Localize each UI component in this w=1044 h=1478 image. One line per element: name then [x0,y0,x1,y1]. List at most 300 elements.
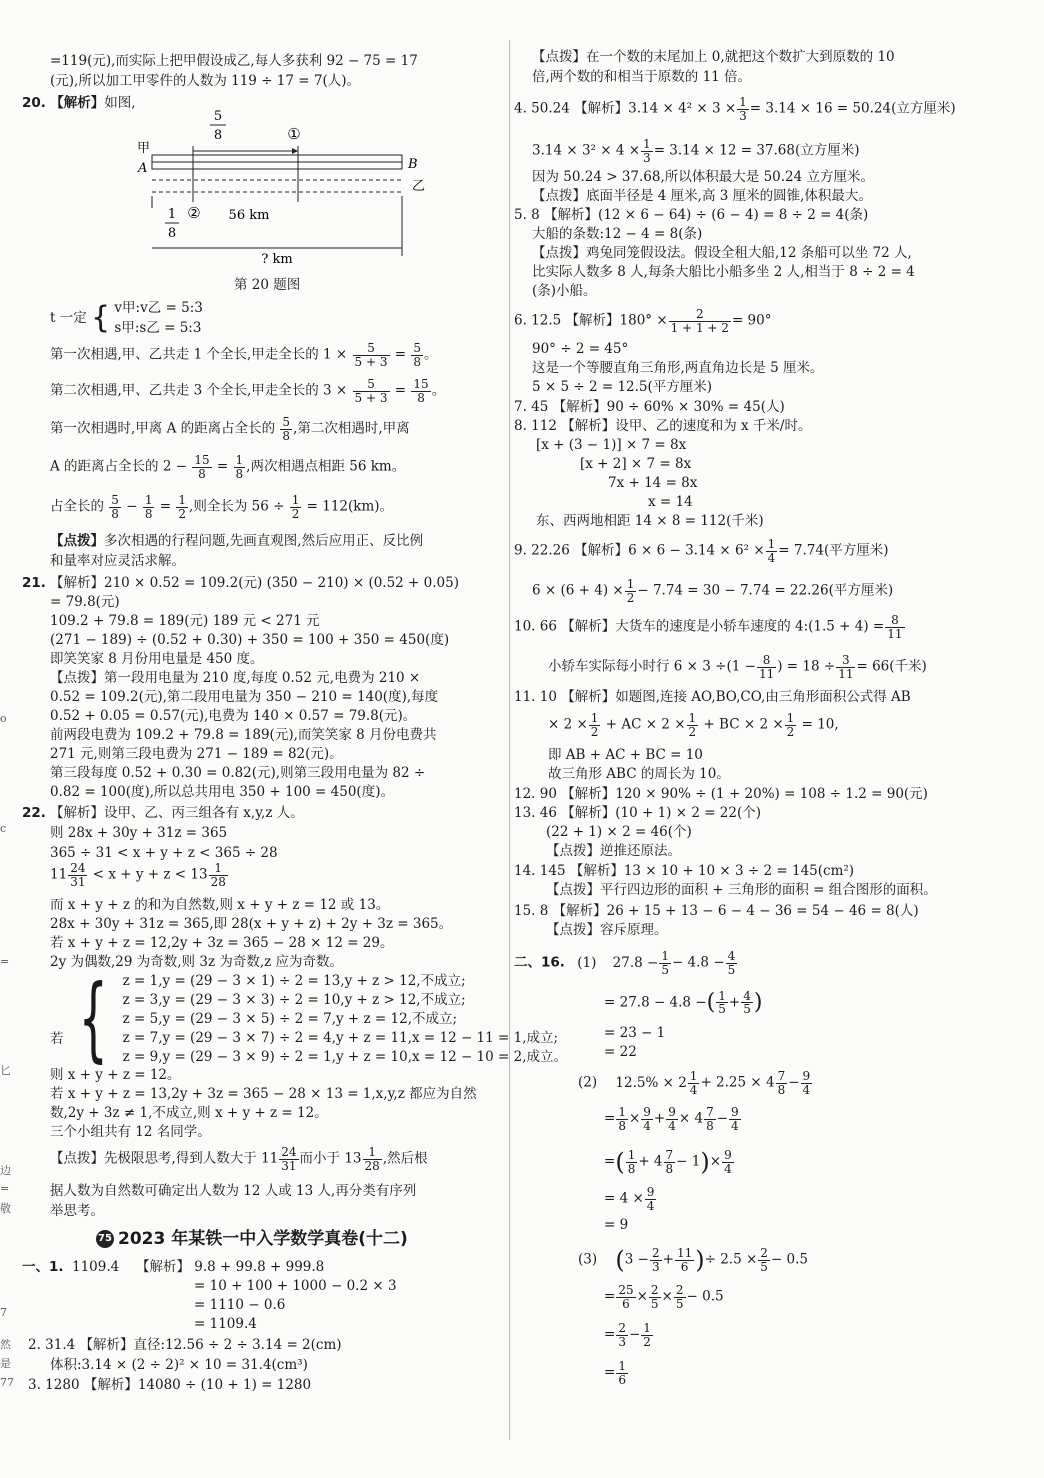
fig-frac-top-n: 5 [213,109,223,124]
fraction-part: 2 [291,506,300,521]
math-line [532,138,860,164]
fraction [616,1106,628,1132]
fraction [192,454,211,480]
text: 【点拨】先极限思考,得到人数大于 11 [50,1150,279,1167]
math-line [514,614,906,640]
fraction [664,1149,676,1175]
fraction-part: 3 [739,108,747,123]
text-line: 【解析】设甲、乙、丙三组各有 x,y,z 人。 [50,805,304,821]
question-number: 21. [22,575,46,591]
question-number: 二、16. [514,954,565,971]
math-line [578,1070,813,1096]
text-line: 90° ÷ 2 = 45° [532,341,629,357]
fraction [785,712,797,738]
fraction [669,308,731,334]
text: ,两次相遇点相距 56 km。 [246,458,406,475]
fraction-part: 2 [590,724,599,739]
fraction [704,1106,716,1132]
text: = 18 ÷ [786,658,836,675]
fraction-part: 8 [618,1118,626,1133]
fraction [616,1360,628,1386]
analysis-tag: 【解析】 [50,95,105,111]
fraction-part: 3 [652,1259,660,1274]
text-line: 28x + 30y + 31z = 365,即 28(x + y + z) + 2y + 3z = 365。 [50,916,453,932]
binding-char: 边 [0,1164,11,1177]
fraction-part: 2 [643,1334,651,1349]
tip-line: 举思考。 [50,1203,104,1219]
fraction [234,454,246,480]
fraction [801,1070,813,1096]
tip-line: 【点拨】鸡兔同笼假设法。假设全租大船,12 条船可以坐 72 人, [532,245,912,261]
fraction-part: 1 [235,453,244,467]
fraction [729,1106,741,1132]
section-number-badge: 75 [96,1230,114,1248]
math-line [50,494,393,520]
text-line: 3. 1280 【解析】14080 ÷ (10 + 1) = 1280 [28,1377,312,1393]
fraction [757,654,776,680]
text: 10. 66 【解析】大货车的速度是小轿车速度的 4:(1.5 + 4) = [514,618,885,635]
fraction-part: 6 [680,1259,689,1274]
fraction [649,1284,661,1310]
equation-line: [x + 2] × 7 = 8x [580,456,692,472]
fraction-part: 2 [669,308,731,322]
text-line: 0.52 + 0.05 = 0.57(元),电费为 140 × 0.57 = 79.8(元)。 [50,708,417,724]
fraction-part: 4 [731,1118,739,1133]
math-line: = $\frac{1}{8}$ × $\frac{9}{4}$ + $\frac{9}{4}$ × 4 $\frac{7}{8}$ − $\frac{9}{4}$ [604,1105,739,1133]
text-line: 即笑笑家 8 月份用电量是 450 度。 [50,651,264,667]
math-line [50,342,438,368]
fraction-part: 1 [209,862,228,876]
fraction-part: 5 [727,962,736,977]
text: = 90° [731,312,772,329]
arrow-head [292,148,298,154]
text: = [159,498,172,515]
fraction [209,862,228,888]
fraction-part: 1 [689,1069,698,1083]
fraction-part: 1 [786,711,795,725]
fraction-part: 8 [235,466,244,481]
fraction [143,494,155,520]
math-line: = $\frac{2}{3}$ − $\frac{1}{2}$ [604,1321,651,1349]
text-line: 因为 50.24 > 37.68,所以体积最大是 50.24 立方厘米。 [532,169,875,185]
fraction-part: 11 [758,666,775,681]
text: 9. 22.26 【解析】6 × 6 − 3.14 × 6² × [514,542,765,559]
binding-char: 匕 [0,1064,11,1077]
text: 若 [50,1031,64,1048]
math-line [514,950,738,976]
math-line: = 27.8 − 4.8 −( $\frac{1}{5}$ + $\frac{4}{5}$ ) [604,988,763,1017]
fraction [68,862,87,888]
fraction-part: 1 [661,949,669,963]
fraction [411,342,423,368]
section-title-text: 2023 年某铁一中入学数学真卷(十二) [118,1229,408,1249]
fraction-part: 15 [194,453,210,467]
fraction-part: 1 [718,988,726,1003]
fraction-part: 2 [760,1246,768,1261]
fraction-part: 4 [727,949,736,963]
fraction-part: 5 [111,493,119,507]
tip-tag: 【点拨】 [50,533,104,549]
fraction-part: 8 [665,1161,674,1176]
brace-icon: { [78,964,108,1072]
text: + 2.25 × 4 [700,1074,775,1091]
case-line: z = 5,y = (29 − 3 × 5) ÷ 2 = 7,y + z = 12,不成立; [122,1010,458,1027]
fraction [688,1070,700,1096]
math-line [50,862,229,888]
fraction [641,1322,653,1348]
binding-char: c [0,822,7,835]
text: 6. 12.5 【解析】180° × [514,312,668,329]
text: 如图, [104,95,136,111]
case-line: z = 1,y = (29 − 3 × 1) ÷ 2 = 13,y + z > 12,不成立; [122,973,466,989]
text-line: (22 + 1) × 2 = 46(个) [546,824,692,840]
fraction [674,1284,686,1310]
fraction-part: 5 [661,962,669,977]
text-line: 则 28x + 30y + 31z = 365 [50,825,228,841]
fig-label-B: B [408,157,418,172]
text: 4. 50.24 【解析】3.14 × 4² × 3 × [514,100,737,117]
text: − 4.8 − [671,954,725,971]
text: 第一次相遇时,甲离 A 的距离占全长的 [50,420,276,437]
tip-line [50,1146,428,1172]
text-line: 体积:3.14 × (2 ÷ 2)² × 10 = 31.4(cm³) [50,1357,308,1373]
fig-circle-2: ② [187,204,201,222]
road-top [152,155,402,162]
binding-char: 是 [0,1357,11,1370]
text-line: 数,2y + 3z ≠ 1,不成立,则 x + y + z = 12。 [50,1105,328,1121]
fraction-part: 2 [786,724,795,739]
text: 6 × (6 + 4) × [532,582,624,599]
math-line [514,308,771,334]
fraction-part: 2 [675,1283,684,1297]
fraction-part: 5 + 3 [354,354,388,369]
case-block [50,964,568,1072]
text: 。 [431,382,446,399]
text: = 7.74(平方厘米) [778,542,889,559]
text: 占全长的 [50,498,104,515]
binding-char: o [0,712,7,725]
text-line: 则 x + y + z = 12。 [50,1067,181,1083]
text-line: 【解析】 9.8 + 99.8 + 999.8 [136,1259,325,1275]
fraction-part: 4 [724,1161,732,1176]
text: (1) [577,954,597,971]
fraction-part: 1 [767,537,776,551]
text: < x + y + z < 13 [92,866,208,883]
fraction [758,1247,770,1273]
text-line: 109.2 + 79.8 = 189(元) 189 元 < 271 元 [50,613,320,629]
fraction [279,1146,298,1172]
column-divider [509,40,510,1440]
equation-line: x = 14 [648,494,693,510]
fraction-part: 3 [618,1334,626,1349]
fraction [589,712,601,738]
fraction-part: 2 [618,1321,626,1335]
fraction [363,1146,382,1172]
section-title [96,1228,408,1251]
fig-frac-top-d: 8 [213,128,223,143]
fraction [666,1106,678,1132]
text-line: = 10 + 100 + 1000 − 0.2 × 3 [194,1278,397,1294]
text: 11 [50,866,68,883]
text: + BC × 2 × [703,716,784,733]
fraction-part: 6 [618,1372,626,1387]
fraction-part: 4 [668,1118,676,1133]
fraction-part: 8 [706,1118,714,1133]
text-line: 【解析】210 × 0.52 = 109.2(元) (350 − 210) × (0.52 + 0.05) [50,575,459,591]
fraction-part: 1 [627,1148,636,1163]
fraction-part: 1 [643,1321,651,1335]
fraction-part: 8 [413,354,422,369]
text-line: 14. 145 【解析】13 × 10 + 10 × 3 ÷ 2 = 145(cm²) [514,863,855,879]
fraction [280,416,292,442]
text-line: 8. 112 【解析】设甲、乙的速度和为 x 千米/时。 [514,418,812,434]
fraction-part: 31 [281,1158,297,1173]
text-line: 271 元,则第三段电费为 271 − 189 = 82(元)。 [50,746,343,762]
fraction-part: 8 [417,390,425,405]
fraction-part: 1 [144,493,153,507]
fraction-part: 9 [646,1185,655,1199]
fraction-part: 8 [627,1161,636,1176]
binding-char: 77 [0,1376,14,1389]
tip-line: 和量率对应灵活求解。 [50,553,185,569]
tip-line: 【点拨】底面半径是 4 厘米,高 3 厘米的圆锥,体积最大。 [532,188,872,204]
fraction-part: 1 [618,1105,626,1119]
text-line: 7. 45 【解析】90 ÷ 60% × 30% = 45(人) [514,399,785,415]
text-line: 故三角形 ABC 的周长为 10。 [548,766,730,782]
text: = [216,458,229,475]
fraction-part: 1 [688,711,697,725]
text-line: 而 x + y + z 的和为自然数,则 x + y + z = 12 或 13。 [50,897,390,913]
fraction-part: 9 [724,1148,732,1163]
fraction-part: 8 [198,466,206,481]
math-line: (3) (3 − $\frac{2}{3}$ + $\frac{11}{6}$ )÷ 2.5 × $\frac{2}{5}$ − 0.5 [578,1246,809,1274]
math-line [532,578,893,604]
text: = 10, [801,716,839,733]
road-bottom [152,162,402,169]
text: = 27.8 − 4.8 − [604,994,707,1011]
text-line: 若 x + y + z = 12,2y + 3z = 365 − 28 × 12 = 29。 [50,935,394,951]
text: 第二次相遇,甲、乙共走 3 个全长,甲走全长的 3 × [50,382,348,399]
text-line: 0.82 = 100(度),所以总共用电 350 + 100 = 450(度)。 [50,784,394,800]
text-line: 东、西两地相距 14 × 8 = 112(千米) [536,513,764,529]
text-line: 365 ÷ 31 < x + y + z < 365 ÷ 28 [50,845,278,861]
fraction-part: 9 [802,1069,811,1083]
binding-char: = [0,1182,10,1195]
tip-line: (条)小船。 [532,283,597,299]
fig-dist: 56 km [228,208,270,223]
text-line: 三个小组共有 12 名同学。 [50,1124,211,1140]
fraction [641,1106,653,1132]
fraction [650,1247,662,1273]
binding-char: = [0,955,10,968]
tip-line: 倍,两个数的和相当于原数的 11 倍。 [532,69,752,85]
fraction-part: 1 [590,711,599,725]
fraction-part: 1 [618,1359,626,1373]
fig-frac-bot-n: 1 [167,207,177,222]
case-line: z = 9,y = (29 − 3 × 9) ÷ 2 = 1,y + z = 10,x = 12 − 10 = 2,成立。 [122,1048,568,1065]
fraction-part: 24 [70,861,86,875]
text: = [394,346,407,363]
math-line [548,654,927,680]
fraction-part: 31 [70,874,86,889]
fig-label-A: A [138,161,148,176]
text: 27.8 − [612,954,659,971]
fraction-part: 7 [665,1148,674,1163]
fraction-part: 1 [643,137,651,151]
fraction-part: 8 [144,506,153,521]
fraction-part: 5 [650,1296,659,1311]
text-line: 11. 10 【解析】如题图,连接 AO,BO,CO,由三角形面积公式得 AB [514,689,911,705]
fraction-part: 5 [675,1296,684,1311]
tip-line: 【点拨】逆推还原法。 [546,843,681,859]
fraction-part: 5 [718,1002,726,1017]
fraction-part: 2 [650,1283,659,1297]
fraction-part: 2 [652,1246,660,1261]
fraction-part: 15 [413,377,429,391]
text: ,第二次相遇时,甲离 [293,420,410,437]
fraction-part: 8 [777,1082,786,1097]
text: ,然后根 [382,1150,428,1167]
text-line: =119(元),而实际上把甲假设成乙,每人多获利 92 − 75 = 17 [50,53,418,69]
fraction [741,990,753,1016]
case-line: z = 3,y = (29 − 3 × 3) ÷ 2 = 10,y + z > 12,不成立; [122,991,466,1008]
fraction-part: 11 [887,626,903,641]
equation-line: [x + (3 − 1)] × 7 = 8x [536,437,687,453]
tip-line: 比实际人数多 8 人,每条大船比小船多坐 2 人,相当于 8 ÷ 2 = 4 [532,264,915,280]
text: 3.14 × 3² × 4 × [532,142,641,159]
text-line: 前两段电费为 109.2 + 79.8 = 189(元),而笑笑家 8 月份电费共 [50,727,437,743]
ratio-line: v甲:v乙 = 5:3 [114,300,203,316]
fraction-part: 1 [739,95,747,109]
fraction-part: 5 [353,378,390,392]
fraction-part: 3 [836,654,855,668]
math-line [548,712,839,738]
text-line: = 9 [604,1217,629,1233]
fraction [176,494,188,520]
text: 多次相遇的行程问题,先画直观图,然后应用正、反比例 [104,533,424,549]
text: 。 [424,346,438,363]
text-line: 第三段每度 0.52 + 0.30 = 0.82(元),则第三段用电量为 82 ÷ [50,765,426,781]
text: 第一次相遇,甲、乙共走 1 个全长,甲走全长的 1 × [50,346,348,363]
math-line [50,454,405,480]
text-line: 5. 8 【解析】(12 × 6 − 64) ÷ (6 − 4) = 8 ÷ 2 = 4(条) [514,207,869,223]
fraction-part: 1 [178,493,187,507]
fraction [625,578,637,604]
fraction-part: 2 [626,590,635,605]
fraction [687,712,699,738]
fraction-part: 5 + 3 [354,390,388,405]
text-line: 12. 90 【解析】120 × 90% ÷ (1 + 20%) = 108 ÷ 1.2 = 90(元) [514,786,928,802]
fraction-part: 28 [364,1158,380,1173]
text-line: 即 AB + AC + BC = 10 [548,747,703,763]
fraction [645,1186,657,1212]
fraction-part: 25 [618,1283,634,1297]
math-line: = 4 × $\frac{9}{4}$ [604,1185,655,1213]
math-line [50,378,445,404]
text: (3) [578,1251,598,1268]
text-line: 若 x + y + z = 13,2y + 3z = 365 − 28 × 13 = 1,x,y,z 都应为自然 [50,1086,477,1102]
fraction-part: 4 [689,1082,698,1097]
text: ) [777,658,783,675]
text-line: 【点拨】第一段用电量为 210 度,每度 0.52 元,电费为 210 × [50,670,421,686]
text: ,则全长为 56 ÷ [189,498,285,515]
fraction-part: 11 [676,1246,693,1261]
fraction-part: 4 [802,1082,811,1097]
fraction-part: 4 [767,550,776,565]
fraction [411,378,430,404]
fraction-part: 24 [281,1145,297,1159]
fraction [737,96,749,122]
fraction-part: 7 [706,1105,714,1119]
binding-char: 然 [0,1338,11,1351]
fraction-part: 5 [743,1002,751,1017]
fraction [109,494,121,520]
text-line: 5 × 5 ÷ 2 = 12.5(平方厘米) [532,379,713,395]
fraction [836,654,855,680]
text-line: 2. 31.4 【解析】直径:12.56 ÷ 2 ÷ 3.14 = 2(cm) [28,1337,342,1353]
fraction-part: 5 [282,415,291,429]
fraction [626,1149,638,1175]
fig-total: ? km [261,252,293,264]
fraction [353,342,390,368]
text: (1 − [726,658,756,675]
text-line: 15. 8 【解析】26 + 15 + 13 − 6 − 4 − 36 = 54 − 46 = 8(人) [514,903,919,919]
question-number: 22. [22,805,46,821]
fraction-part: 9 [731,1105,739,1119]
fraction [675,1247,694,1273]
text: 小轿车实际每小时行 6 × 3 ÷ [548,658,727,675]
fraction-part: 4 [743,988,751,1003]
text-line: 0.52 = 109.2(元),第二段用电量为 350 − 210 = 140(度),每度 [50,689,439,705]
fraction [726,950,738,976]
fig-circle-1: ① [287,125,301,143]
fraction [766,538,778,564]
fraction-part: 1 [363,1146,382,1160]
tip-line: 【点拨】平行四边形的面积 + 三角形的面积 = 组合图形的面积。 [546,882,937,898]
text: × 2 × [548,716,588,733]
text-line: 大船的条数:12 − 4 = 8(条) [532,226,703,242]
text: = 66(千米) [856,658,927,675]
fraction-part: 4 [643,1118,651,1133]
text: t 一定 [50,310,87,327]
ratio-line: s甲:s乙 = 5:3 [114,320,202,337]
text: = 112(km)。 [306,498,394,515]
text: 而小于 13 [299,1150,362,1167]
fig-label-jia: 甲 [137,141,151,156]
fraction [616,1322,628,1348]
text: A 的距离占全长的 2 − [50,458,188,475]
fraction-part: 11 [838,666,854,681]
fraction [776,1070,788,1096]
text: − [126,498,138,515]
fraction-part: 8 [282,428,291,443]
fraction-part: 7 [777,1069,786,1083]
text-line: (271 − 189) ÷ (0.52 + 0.30) + 350 = 100 + 350 = 450(度) [50,632,450,648]
math-line: = $\frac{1}{6}$ [604,1359,626,1387]
text: = 3.14 × 16 = 50.24(立方厘米) [749,100,956,117]
text-line: = 79.8(元) [50,594,120,610]
fraction-part: 1 [626,577,635,591]
fraction [290,494,302,520]
binding-margin [0,0,14,1478]
binding-char: 7 [0,1306,7,1319]
fraction-part: 6 [622,1296,630,1311]
math-line [514,538,888,564]
fraction [659,950,671,976]
text-line: 13. 46 【解析】(10 + 1) × 2 = 22(个) [514,805,762,821]
figure-caption: 第 20 题图 [234,277,301,293]
text-line: (元),所以加工甲零件的人数为 119 ÷ 17 = 7(人)。 [50,73,360,89]
